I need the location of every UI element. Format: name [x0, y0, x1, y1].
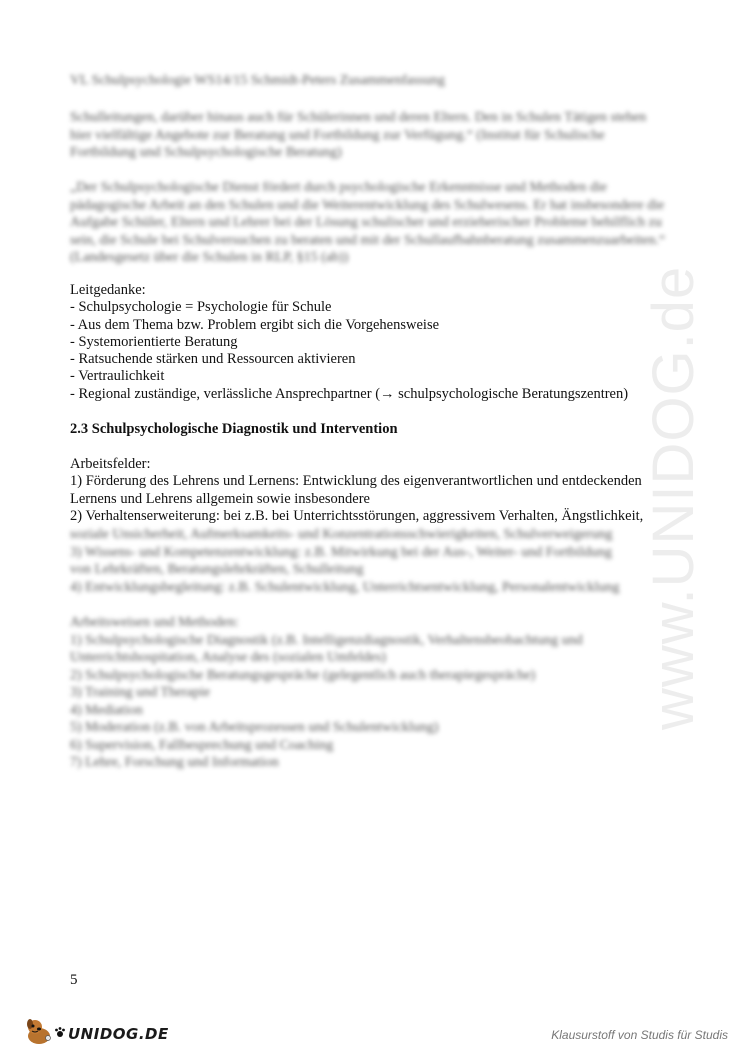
arbeitsfelder-item-1: 1) Förderung des Lehrens und Lernens: Entwicklung des eigenverantwortlichen und entdeckenden Lernens und Lehrens allgemein sowie insbesondere	[70, 473, 642, 507]
leitgedanke-title: Leitgedanke:	[70, 282, 146, 298]
blurred-arbeitsfelder-continued	[70, 526, 680, 596]
blurred-line: 4) Mediation	[70, 702, 143, 718]
blurred-header-line: VL Schulpsychologie WS14/15 Schmidt-Peters Zusammenfassung	[70, 73, 445, 88]
blurred-line: 7) Lehre, Forschung und Information	[70, 755, 279, 770]
blurred-line: 5) Moderation (z.B. von Arbeitsprozessen und Schulentwicklung)	[70, 720, 439, 735]
footer-logo[interactable]	[24, 1016, 169, 1051]
blurred-paragraph-1: Schulleitungen, darüber hinaus auch für Schülerinnen und deren Eltern. Den in Schulen Tätigen stehen hier vielfältige Angebote zur Beratung und Fortbildung zur Verfügung.“ (Institut für Schulische Fortbildung und Schulpsychologische Beratung)	[70, 110, 647, 160]
list-item: - Ratsuchende stärken und Ressourcen aktivieren	[70, 351, 356, 368]
leitgedanke-list	[70, 299, 680, 403]
leitgedanke-block	[70, 282, 680, 403]
blurred-methods-block	[70, 614, 680, 772]
blurred-line: 1) Schulpsychologische Diagnostik (z.B. Intelligenzdiagnostik, Verhaltensbeobachtung und	[70, 632, 583, 648]
arbeitsfelder-block	[70, 456, 680, 525]
blurred-line: soziale Unsicherheit, Aufmerksamkeits- und Konzentrationsschwierigkeiten, Schulverweigerung	[70, 527, 613, 542]
blurred-line: Unterrichtshospitation, Analyse des (sozialen Umfeldes)	[70, 650, 387, 665]
blurred-line: 4) Entwicklungsbegleitung: z.B. Schulentwicklung, Unterrichtsentwicklung, Personalentwicklung	[70, 579, 620, 595]
list-item: - Aus dem Thema bzw. Problem ergibt sich die Vorgehensweise	[70, 316, 440, 333]
dog-icon	[24, 1016, 54, 1051]
blurred-line: 3) Wissens- und Kompetenzentwicklung: z.B. Mitwirkung bei der Aus-, Weiter- und Fortbildung	[70, 544, 612, 560]
list-item: - Vertraulichkeit	[70, 368, 165, 385]
watermark: www.UNIDOG.de	[641, 265, 706, 730]
blurred-paragraph-2: „Der Schulpsychologische Dienst fördert durch psychologische Erkenntnisse und Methoden die pädagogische Arbeit an den Schulen und die Weiterentwicklung des Schulwesens. Er hat insbesondere die Aufgabe Schüler, Eltern und Lehrer bei der Lösung schulischer und erzieherischer Probleme behilflich zu sein, die Schule bei Schulversuchen zu beraten und mit der Schullaufbahnberatung zusammenzuarbeiten.“ (Landesgesetz über die Schulen in RLP, §15 (ab))	[70, 180, 666, 265]
blurred-line: 2) Schulpsychologische Beratungsgespräche (gelegentlich auch therapiegespräche)	[70, 667, 536, 683]
blurred-methods-title: Arbeitsweisen und Methoden:	[70, 615, 239, 630]
list-item: - Schulpsychologie = Psychologie für Schule	[70, 299, 332, 316]
blurred-line: von Lehrkräften, Beratungslehrkräften, Schulleitung	[70, 562, 364, 577]
list-item: - Regional zuständige, verlässliche Ansprechpartner (→ schulpsychologische Beratungszentren)	[70, 385, 629, 402]
section-heading: 2.3 Schulpsychologische Diagnostik und Intervention	[70, 421, 398, 437]
logo-text: UNIDOG.DE	[68, 1024, 169, 1043]
arbeitsfelder-item-2: 2) Verhaltenserweiterung: bei z.B. bei Unterrichtsstörungen, aggressivem Verhalten, Ängstlichkeit,	[70, 507, 644, 524]
page-number: 5	[70, 972, 78, 988]
blurred-line: 3) Training und Therapie	[70, 685, 211, 700]
footer-tagline: Klausurstoff von Studis für Studis	[551, 1028, 728, 1042]
blurred-line: 6) Supervision, Fallbesprechung und Coaching	[70, 737, 334, 753]
paw-icon	[54, 1025, 66, 1043]
arbeitsfelder-title: Arbeitsfelder:	[70, 456, 151, 472]
list-item: - Systemorientierte Beratung	[70, 333, 238, 350]
